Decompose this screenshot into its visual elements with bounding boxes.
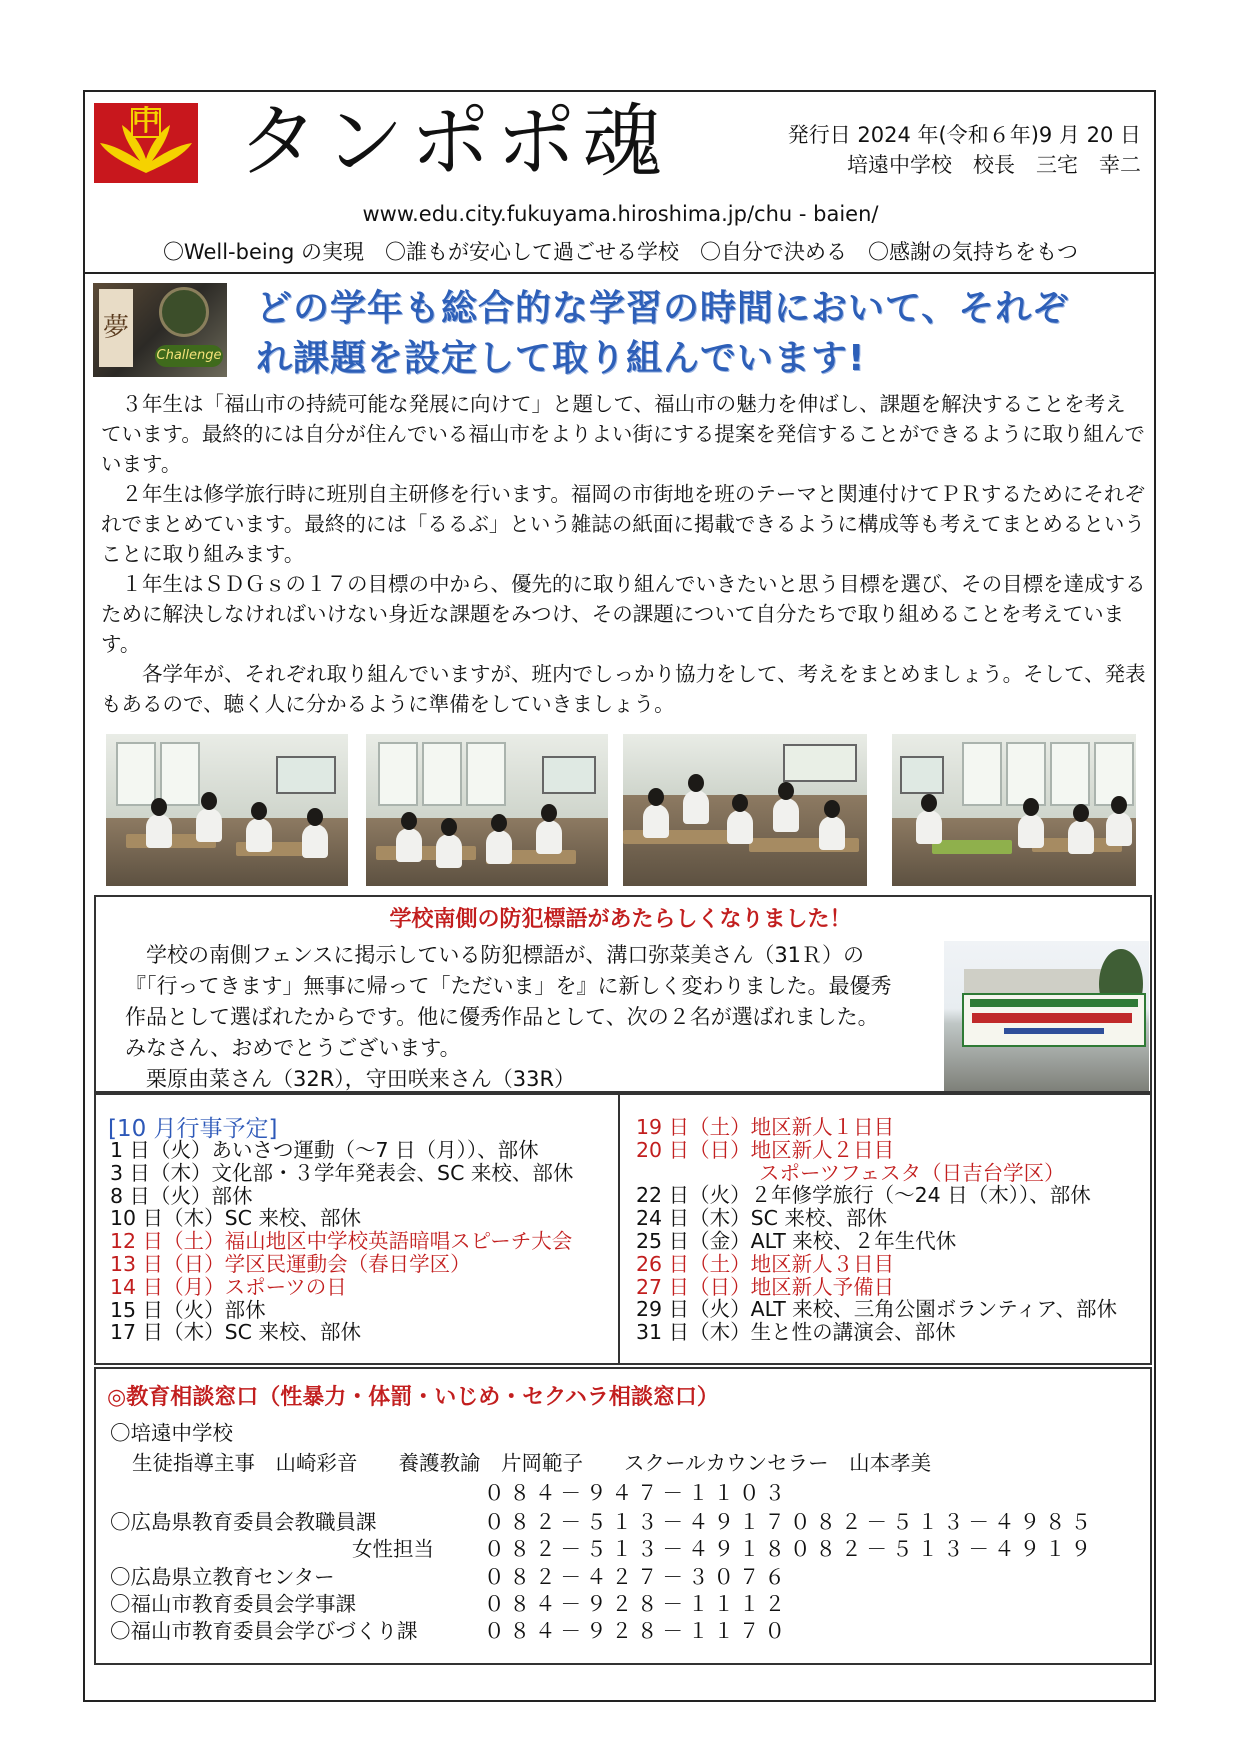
slogan-line-1: 学校の南側フェンスに掲示している防犯標語が、溝口弥菜美さん（31Ｒ）の	[125, 943, 865, 967]
issuer: 培遠中学校 校長 三宅 幸二	[847, 153, 1141, 177]
paragraph-grade1: １年生はＳＤＧｓの１７の目標の中から、優先的に取り組んでいきたいと思う目標を選び、その目標を達成するために解決しなければいけない身近な課題をみつけ、その課題について自分たちで取り組めることを考えています。	[101, 572, 1146, 656]
right-event-8: 29 日（火）ALT 来校、三角公園ボランティア、部休	[636, 1297, 1117, 1322]
slogan-banner-photo	[944, 941, 1149, 1091]
consult-pref-board-tel-2: ０８２－５１３－４９８５	[790, 1510, 1096, 1534]
crime-slogan-title: 学校南側の防犯標語があたらしくなりました！	[389, 907, 852, 932]
events-column-divider	[618, 1095, 620, 1363]
crime-slogan-body	[125, 940, 925, 1095]
dream-challenge-photo	[93, 283, 227, 377]
slogan-line-2: 『「行ってきます」無事に帰って「ただいま」を』に新しく変わりました。最優秀	[125, 974, 892, 998]
slogan-line-4: みなさん、おめでとうございます。	[125, 1036, 461, 1060]
paragraph-grade3: ３年生は「福山市の持続可能な発展に向けて」と題して、福山市の魅力を伸ばし、課題を解決することを考えています。最終的には自分が住んでいる福山市をよりよい街にする提案を発信することができるように取り組んでいます。	[101, 392, 1145, 476]
right-event-0: 19 日（土）地区新人１日目	[636, 1115, 895, 1139]
consult-city-learning: 〇福山市教育委員会学びづくり課	[110, 1619, 418, 1643]
consult-pref-board: 〇広島県教育委員会教職員課	[110, 1510, 377, 1534]
consult-pref-board-tel-1: ０８２－５１３－４９１７	[484, 1510, 790, 1534]
left-event-0: 1 日（火）あいさつ運動（～7 日（月））、部休	[110, 1138, 539, 1162]
consult-center-tel: ０８２－４２７－３０７６	[484, 1565, 790, 1589]
consult-female-tel-1: ０８２－５１３－４９１８	[484, 1537, 790, 1561]
consult-city-learning-tel: ０８４－９２８－１１７０	[484, 1619, 790, 1643]
left-event-1: 3 日（木）文化部・３学年発表会、SC 来校、部休	[110, 1160, 574, 1185]
consult-center: 〇広島県立教育センター	[110, 1565, 335, 1589]
left-event-5: 13 日（日）学区民運動会（春日学区）	[110, 1251, 471, 1276]
consultation-title: ◎教育相談窓口（性暴力・体罰・いじめ・セクハラ相談窓口）	[107, 1385, 719, 1410]
headline-line-1: どの学年も総合的な学習の時間において、それぞ	[256, 288, 1070, 329]
classroom-photo-1	[106, 734, 348, 886]
header-divider	[83, 272, 1156, 274]
right-event-5: 25 日（金）ALT 来校、２年生代休	[636, 1228, 957, 1253]
right-event-2: スポーツフェスタ（日吉台学区）	[636, 1160, 1065, 1185]
right-event-3: 22 日（火）２年修学旅行（～24 日（木））、部休	[636, 1183, 1091, 1208]
right-event-1: 20 日（日）地区新人２日目	[636, 1137, 895, 1162]
sign-icon	[159, 287, 209, 337]
consult-staff: 生徒指導主事 山崎彩音 養護教諭 片岡範子 スクールカウンセラー 山本孝美	[132, 1451, 932, 1475]
issue-info	[788, 120, 1141, 180]
slogan-line-5: 栗原由菜さん（32R），守田咲来さん（33R）	[125, 1067, 576, 1091]
consult-city-affairs: 〇福山市教育委員会学事課	[110, 1592, 356, 1616]
right-event-7: 27 日（日）地区新人予備日	[636, 1274, 895, 1299]
events-heading: [10 月行事予定]	[108, 1116, 278, 1142]
left-event-6: 14 日（月）スポーツの日	[110, 1274, 347, 1299]
slogan-line-3: 作品として選ばれたからです。他に優秀作品として、次の２名が選ばれました。	[125, 1005, 879, 1029]
article-headline	[256, 284, 1136, 384]
article-body	[101, 389, 1146, 719]
logo-mark: 中	[131, 104, 160, 137]
right-event-9: 31 日（木）生と性の講演会、部休	[636, 1320, 956, 1345]
paragraph-grade2: ２年生は修学旅行時に班別自主研修を行います。福岡の市街地を班のテーマと関連付けてＰＲするためにそれぞれでまとめています。最終的には「るるぶ」という雑誌の紙面に掲載できるように構成等も考えてまとめるということに取り組みます。	[101, 482, 1145, 566]
left-event-4: 12 日（土）福山地区中学校英語暗唱スピーチ大会	[110, 1229, 573, 1254]
newsletter-title: タンポポ魂	[238, 95, 668, 188]
classroom-photo-2	[366, 734, 608, 886]
events-left-list	[110, 1139, 573, 1344]
left-event-3: 10 日（木）SC 来校、部休	[110, 1206, 361, 1231]
school-motto: 〇Well-being の実現 〇誰もが安心して過ごせる学校 〇自分で決める 〇感謝の気持ちをもつ	[162, 240, 1079, 264]
headline-line-2: れ課題を設定して取り組んでいます!	[256, 338, 866, 379]
challenge-label: Challenge	[155, 345, 223, 367]
school-url[interactable]: www.edu.city.fukuyama.hiroshima.jp/chu - baien/	[362, 202, 879, 226]
paragraph-all: 各学年が、それぞれ取り組んでいますが、班内でしっかり協力をして、考えをまとめましょう。そして、発表もあるので、聴く人に分かるように準備をしていきましょう。	[101, 662, 1146, 716]
left-event-7: 15 日（火）部休	[110, 1297, 266, 1322]
school-logo	[94, 103, 198, 183]
consult-female-label: 女性担当	[352, 1537, 434, 1561]
consult-school-tel: ０８４－９４７－１１０３	[484, 1481, 790, 1505]
right-event-4: 24 日（木）SC 来校、部休	[636, 1206, 887, 1231]
left-event-8: 17 日（木）SC 来校、部休	[110, 1320, 361, 1345]
dream-kanji: 夢	[99, 289, 133, 367]
classroom-photo-4	[892, 734, 1136, 886]
events-right-list	[636, 1116, 1117, 1344]
consult-female-tel-2: ０８２－５１３－４９１９	[790, 1537, 1096, 1561]
consult-city-affairs-tel: ０８４－９２８－１１１２	[484, 1592, 790, 1616]
consult-school: 〇培遠中学校	[110, 1421, 233, 1445]
issue-date: 発行日 2024 年(令和６年)9 月 20 日	[787, 123, 1141, 147]
left-event-2: 8 日（火）部休	[110, 1183, 253, 1208]
right-event-6: 26 日（土）地区新人３日目	[636, 1251, 895, 1276]
classroom-photo-3	[623, 734, 867, 886]
